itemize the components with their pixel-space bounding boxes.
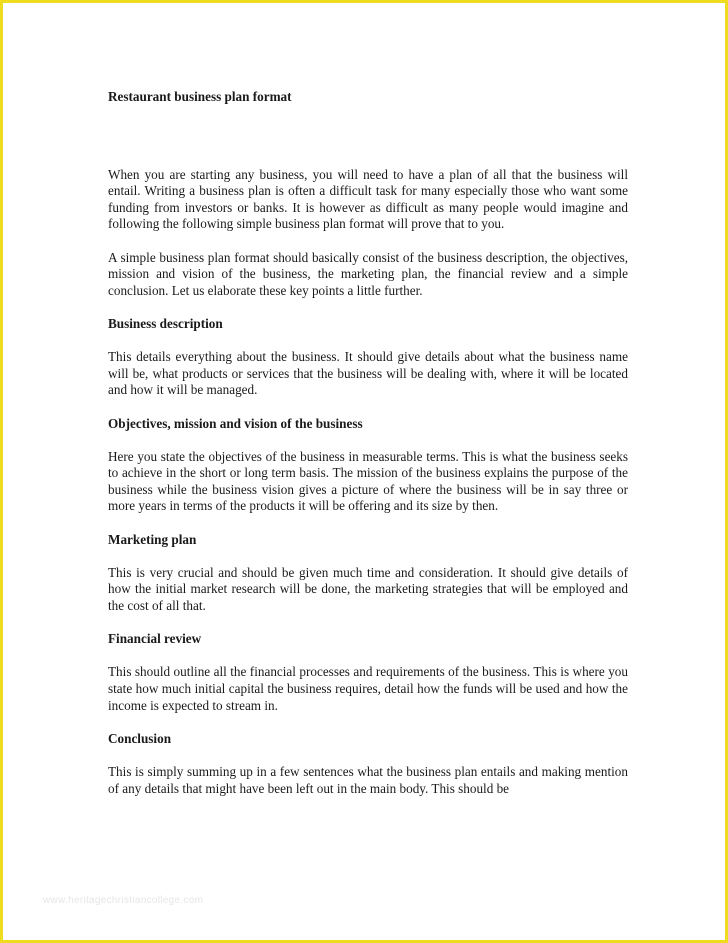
section-heading-marketing-plan: Marketing plan bbox=[108, 531, 197, 547]
document-body bbox=[108, 85, 628, 814]
section-body-marketing-plan: This is very crucial and should be given much time and consideration. It should give details of how the initial market research will be done, the marketing strategies that will be employed and the cost of all that. bbox=[108, 564, 628, 614]
section-heading-objectives: Objectives, mission and vision of the business bbox=[108, 415, 363, 431]
intro-paragraph-1: When you are starting any business, you will need to have a plan of all that the business will entail. Writing a business plan is often a difficult task for many especially those who want some funding from investors or banks. It is however as difficult as many people would imagine and following the following simple business plan format will prove that to you. bbox=[108, 166, 628, 232]
watermark-text: www.heritagechristiancollege.com bbox=[43, 895, 204, 906]
section-heading-conclusion: Conclusion bbox=[108, 730, 172, 746]
section-heading-business-description: Business description bbox=[108, 315, 223, 331]
intro-paragraph-2: A simple business plan format should basically consist of the business description, the objectives, mission and vision of the business, the marketing plan, the financial review and a simple conclusion. Let us elaborate these key points a little further. bbox=[108, 249, 628, 298]
document-title: Restaurant business plan format bbox=[108, 89, 292, 104]
section-body-conclusion: This is simply summing up in a few sentences what the business plan entails and making mention of any details that might have been left out in the main body. This should be bbox=[108, 763, 628, 796]
section-body-business-description: This details everything about the business. It should give details about what the business name will be, what products or services that the business will be dealing with, where it will be located and how it will be managed. bbox=[108, 349, 628, 398]
section-heading-financial-review: Financial review bbox=[108, 631, 202, 647]
section-body-objectives: Here you state the objectives of the business in measurable terms. This is what the business seeks to achieve in the short or long term basis. The mission of the business explains the purpose of the business while the business vision gives a picture of where the business will be in say three or more years in terms of the products it will be offering and its size by then. bbox=[108, 448, 628, 514]
section-body-financial-review: This should outline all the financial processes and requirements of the business. This is where you state how much initial capital the business requires, detail how the funds will be used and how the income is expected to stream in. bbox=[108, 664, 628, 713]
